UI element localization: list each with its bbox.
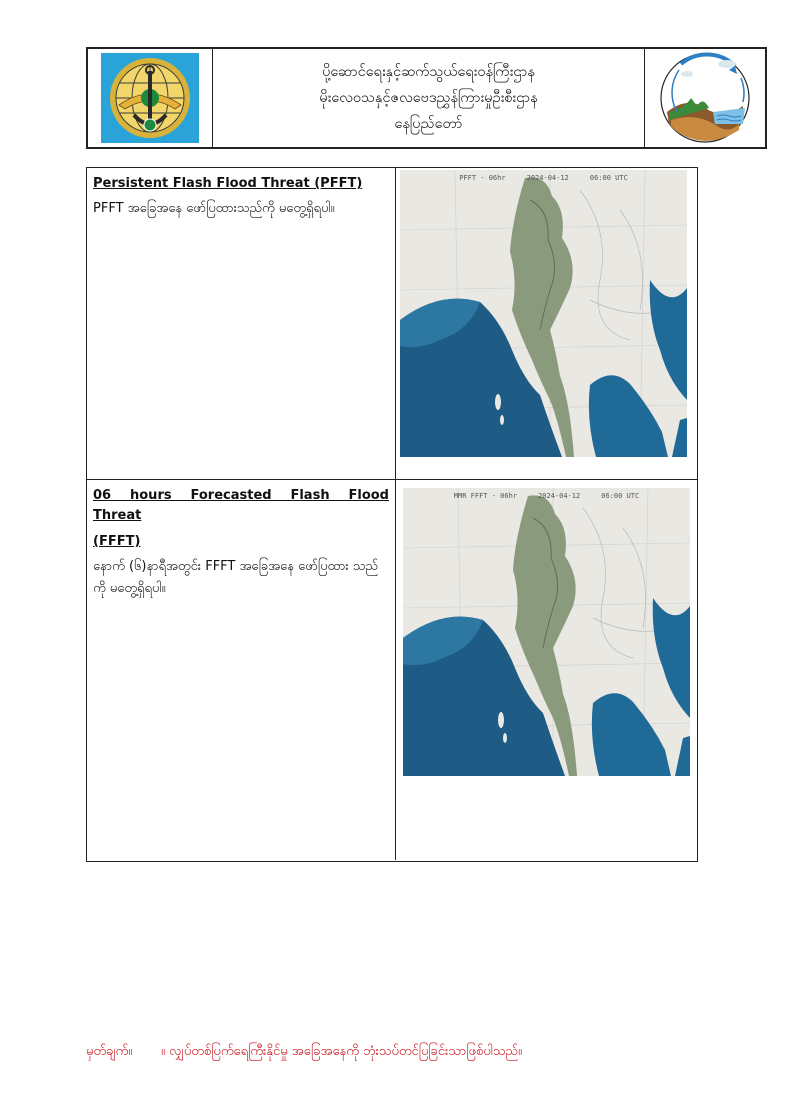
flash-flood-table <box>86 167 698 862</box>
pfft-map-title: PFFT - 06hr 2024-04-12 06:00 UTC <box>459 174 628 182</box>
city-name: နေပြည်တော် <box>394 116 463 132</box>
ministry-name: ပို့ဆောင်ရေးနှင့်ဆက်သွယ်ရေးဝန်ကြီးဌာန <box>322 64 535 80</box>
ffft-map <box>403 488 690 776</box>
ffft-map-title: MMR FFFT - 06hr 2024-04-12 06:00 UTC <box>453 492 640 500</box>
pfft-row <box>87 168 697 480</box>
pfft-map-image <box>400 170 687 457</box>
water-cycle-logo <box>657 50 753 146</box>
pfft-status-text: PFFT အခြေအနေ ဖော်ပြထားသည်ကို မတွေ့ရှိရပါ။ <box>93 201 335 216</box>
pfft-map-cell <box>396 168 697 479</box>
ffft-description-cell <box>87 480 396 860</box>
ffft-map-image <box>403 488 690 776</box>
pfft-description-cell <box>87 168 396 479</box>
department-name: မိုးလေဝသနှင့်ဇလဗေဒညွှန်ကြားမှုဦးစီးဌာန <box>319 90 538 106</box>
footer-note: မှတ်ချက်။ ။ လျှပ်တစ်ပြက်ရေကြီးနိုင်မှု အခြေအနေကို ဘုံးသပ်တင်ပြခြင်းသာဖြစ်ပါသည်။ <box>86 1044 522 1059</box>
ffft-map-cell <box>396 480 697 860</box>
pfft-title: Persistent Flash Flood Threat (PFFT) <box>93 176 363 191</box>
pfft-map <box>400 170 687 457</box>
ffft-title-line2: (FFFT) <box>93 534 141 549</box>
document-header <box>86 47 767 149</box>
ministry-logo-cell <box>88 49 213 147</box>
header-title-block <box>213 49 644 147</box>
ffft-status-text: နောက် (၆)နာရီအတွင်း FFFT အခြေအနေ ဖော်ပြထား သည်ကို မတွေ့ရှိရပါ။ <box>93 559 378 596</box>
ministry-emblem-logo <box>101 53 199 143</box>
hydro-logo-cell <box>644 49 765 147</box>
ffft-row <box>87 480 697 860</box>
ffft-title-line1: 06 hours Forecasted Flash Flood Threat <box>93 488 389 523</box>
